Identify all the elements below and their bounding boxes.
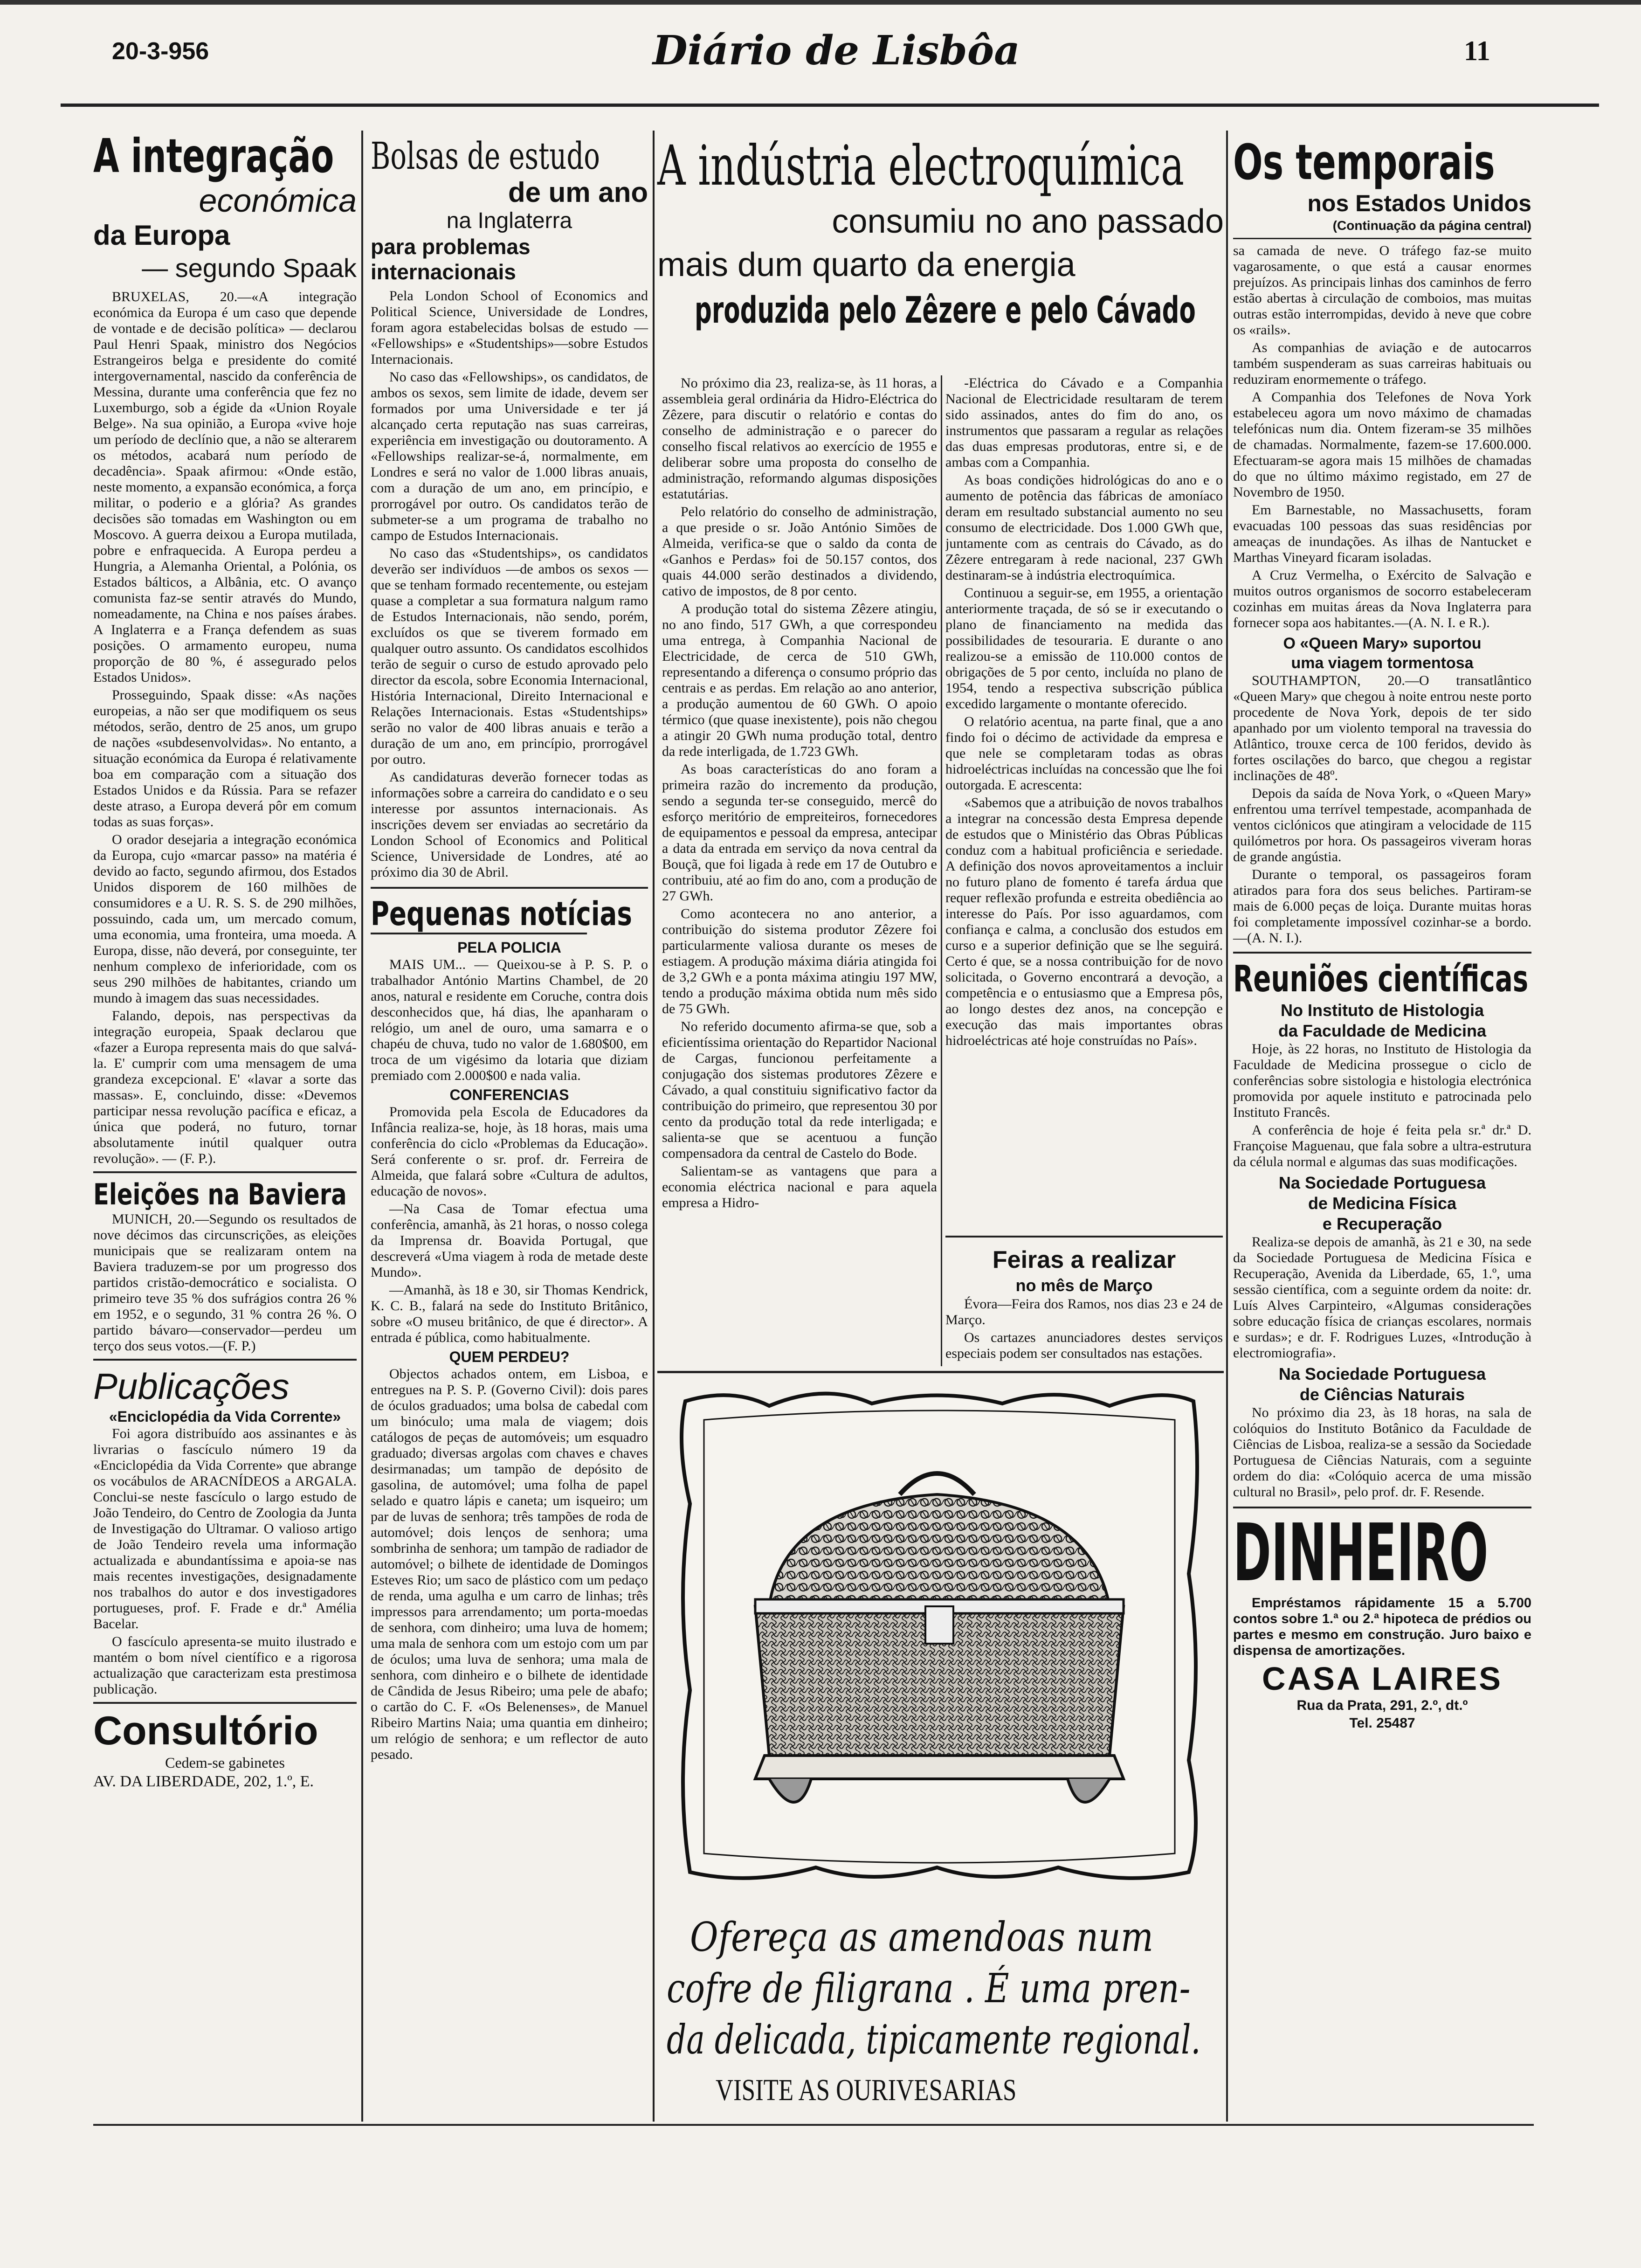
col4-paragraph: Em Barnestable, no Massachusetts, foram evacuadas 100 pessoas das suas residências por ameaças de inundações. As ilhas de Nantucket e Marthas Vineyard ficaram isoladas. [1233, 502, 1531, 565]
publications-text: O fascículo apresenta-se muito ilustrado e mantém o bom nível científico e a rigorosa actualização que caracterizam esta prestimosa publicação. [93, 1634, 357, 1697]
reunioes-text: Hoje, às 22 horas, no Instituto de Histologia da Faculdade de Medicina prossegue o ciclo de conferências sobre sistologia e histologia electrónica promovida por aquele instituto e patrocinada pelo Instituto Francês. [1233, 1041, 1531, 1120]
page-number: 11 [1464, 35, 1490, 66]
ad-line-3: da delicada, tipicamente regional. [667, 2017, 1201, 2063]
reunioes-sub-2c: e Recuperação [1322, 1214, 1442, 1233]
header-rule [61, 104, 1599, 107]
issue-date: 20-3-956 [112, 38, 209, 65]
col1 [93, 131, 357, 2122]
dinheiro-text: Empréstamos rápidamente 15 a 5.700 contos sobre 1.ª ou 2.ª hipoteca de prédios ou partes e mesmo em construção. Juro baixo e dispensa de amortizações. [1233, 1596, 1531, 1658]
pequenas-noticias-heading: Pequenas notícias [371, 895, 587, 934]
feiras-text: Évora—Feira dos Ramos, nos dias 23 e 24 de Março. [945, 1296, 1223, 1328]
col4-paragraph: A Companhia dos Telefones de Nova York estabeleceu agora um novo máximo de chamadas telefónicas num dia. Ontem fizeram-se 35 milhões de chamadas. Normalmente, fazem-se 17.600.000. Efectuaram-se agora mais 15 milhões de chamadas do que no último máximo registado, em 27 de Novembro de 1950. [1233, 389, 1531, 500]
column-rule-1 [361, 131, 363, 2122]
column-rule-2 [653, 131, 655, 2122]
reunioes-sub-3: Na Sociedade Portuguesa [1278, 1364, 1486, 1383]
col1-paragraph: BRUXELAS, 20.—«A integração económica da Europa é um caso que depende de vontade e de decisão política» — declarou Paul Henri Spaak, ministro dos Negócios Estrangeiros belga e presidente do comité intergovernamental, nascido da conferência de Messina, durante uma conferência que fez no Luxemburgo, sob a égide da «Union Royale Belge». Na sua opinião, a Europa «vive hoje um período de declínio que, a não se alterarem os métodos, acabará num período de decadência». Spaak afirmou: «Onde estão, neste momento, a expansão económica, a força militar, o poderio e a glória? As grandes decisões são tomadas em Washington ou em Moscovo. A guerra deixou a Europa mutilada, pobre e enfraquecida. A Europa perdeu a Hungria, a Alemanha Oriental, a Polónia, os Estados bálticos, a Albânia, etc. O avanço comunista faz-se sentir através do Mundo, nomeadamente, na China e nos países árabes. A Inglaterra e a França defendem as suas posições. O armamento europeu, numa proporção de 80 %, é assegurado pelos Estados Unidos». [93, 289, 357, 685]
col2-paragraph: No caso das «Studentships», os candidatos deverão ser indivíduos —de ambos os sexos — que se tenham formado recentemente, ou estejam quase a completar a sua formatura nalgum ramo de Estudos Internacionais, não sendo, porém, excluídos os que se tiverem formado em qualquer outro assunto. Os candidatos escolhidos terão de seguir o curso de estudo aprovado pelo director da escola, sobre Economia Internacional, História Internacional, Direito Internacional e Relações Internacionais. Estas «Studentships» serão no valor de 400 libras anuais e terão a duração de um ano, em princípio, prorrogável por outro. [371, 546, 648, 767]
queen-mary-text: Depois da saída de Nova York, o «Queen Mary» enfrentou uma terrível tempestade, acompanhada de ventos ciclónicos que atingiram a velocidade de 115 quilómetros por hora. Os passageiros viveram horas de grande angústia. [1233, 786, 1531, 864]
consultorio-line-2: AV. DA LIBERDADE, 202, 1.º, E. [93, 1773, 314, 1790]
col3-head-1: A indústria electroquímica [657, 133, 1185, 198]
col3-paragraph: Pelo relatório do conselho de administração, a que preside o sr. João António Simões de Almeida, verifica-se que o saldo da conta de «Ganhos e Perdas» foi de 50.157 contos, dos quais 44.000 serão destinados a dividendo, cativo de impostos, de 8 por cento. [662, 504, 937, 599]
reunioes-text: A conferência de hoje é feita pela sr.ª dr.ª D. Françoise Maguenau, que fala sobre a ultra-estrutura da célula normal e algumas das suas modificações. [1233, 1122, 1531, 1169]
col1-paragraph: Prosseguindo, Spaak disse: «As nações europeias, a não ser que modifiquem os seus métodos, serão, dentro de 25 anos, um grupo de nações «subdesenvolvidas». No entanto, a situação económica da Europa é relativamente boa em comparação com a situação dos Estados Unidos e da Rússia. Para se refazer deste atraso, a Europa deverá pôr em comum todas as suas forças». [93, 687, 357, 830]
dinheiro-address: Rua da Prata, 291, 2.º, dt.º [1296, 1698, 1468, 1713]
pn-text: —Na Casa de Tomar efectua uma conferência, amanhã, às 21 horas, o nosso colega da Imprensa dr. Boavida Portugal, que descreverá «Uma viagem à roda de metade deste Mundo». [371, 1201, 648, 1280]
reunioes-text: No próximo dia 23, às 18 horas, na sala de colóquios do Instituto Botânico da Faculdade de Ciências de Lisboa, realiza-se a sessão da Sociedade Portuguesa de Ciências Naturais, com a seguinte ordem do dia: «Colóquio acerca de uma missão cultural no Brasil», pelo prof. dr. F. Resende. [1233, 1405, 1531, 1500]
col1-head-4: — segundo Spaak [142, 253, 357, 283]
col1-head-1: A integração [93, 129, 334, 183]
queen-mary-heading: O «Queen Mary» suportou [1283, 635, 1482, 652]
col1-head-3: da Europa [93, 220, 230, 251]
col2-head-1: Bolsas de estudo [371, 134, 600, 178]
col4 [1233, 135, 1531, 2122]
feiras-text: Os cartazes anunciadores destes serviços especiais podem ser consultados nas estações. [945, 1330, 1223, 1361]
col2-paragraph: No caso das «Fellowships», os candidatos, de ambos os sexos, sem limite de idade, devem ser formados por uma Universidade e ter já alcançado certa reputação nas suas carreiras, experiência em investigação ou doutoramento. A «Fellowships realizar-se-á, normalmente, em Londres e será no valor de 1.000 libras anuais, com a duração de um ano, em princípio, e prorrogável por outro. Os candidatos terão de submeter-se a um programa de trabalho no campo de Estudos Internacionais. [371, 369, 648, 543]
col3-right [945, 375, 1223, 1229]
col2-head-2: de um ano [508, 177, 648, 208]
col3-paragraph: Como acontecera no ano anterior, a contribuição do sistema produtor Zêzere foi particularmente valiosa durante os meses de estiagem. A produção máxima diária atingida foi de 3,2 GWh e a ponta máxima atingiu 197 MW, tendo a produção máxima obtida num mês sido de 75 GWh. [662, 906, 937, 1016]
reunioes-sub-1b: da Faculdade de Medicina [1278, 1021, 1487, 1040]
feiras-box [945, 1236, 1223, 1368]
col1-divider [93, 1171, 357, 1173]
elections-text: MUNICH, 20.—Segundo os resultados de nove décimos das circunscrições, as eleições municipais que se realizaram ontem na Baviera traduzem-se por um progresso dos partidos cristão-democrático e socialista. O primeiro teve 35 % dos sufrágios contra 26 % em 1952, e o segundo, 31 % contra 26 %. O partido bávaro—conservador—perdeu um terço dos seus votos.—(F. P.) [93, 1211, 357, 1354]
top-border [0, 0, 1641, 5]
col3-paragraph: -Eléctrica do Cávado e a Companhia Nacional de Electricidade resultaram de terem sido assinados, antes do fim do ano, os instrumentos que passaram a regular as relações das duas empresas produtoras, entre si, e de ambas com a Companhia. [945, 375, 1223, 470]
pn-text: MAIS UM... — Queixou-se à P. S. P. o trabalhador António Martins Chambel, de 20 anos, natural e residente em Coruche, contra dois desconhecidos que, há dias, lhe apanharam o relógio, um anel de ouro, uma samarra e o chapéu de chuva, tudo no valor de 1.680$00, em troca de um vigésimo da lotaria que diziam premiado com 2.000$00 e nada valia. [371, 957, 648, 1083]
elections-heading: Eleições na Baviera [93, 1177, 347, 1211]
reunioes-box [1233, 952, 1531, 1500]
dinheiro-heading: DINHEIRO [1233, 1507, 1489, 1599]
ad-line-2: cofre de filigrana . É uma pren- [667, 1965, 1191, 2012]
filigree-advertisement [657, 1371, 1224, 2124]
dinheiro-firm: CASA LAIRES [1262, 1660, 1503, 1697]
col2-head-3: na Inglaterra [446, 208, 572, 233]
col3-left [662, 375, 937, 1369]
col2 [371, 135, 648, 2122]
col3-paragraph: As boas características do ano foram a primeira razão do incremento da produção, sendo a segunda ter-se conseguido, mercê do esforço meritório de empreiteiros, fornecedores de equipamentos e pessoal da empresa, antecipar a data da entrada em serviço da nova central da Bouçã, que foi ligada à rede em 17 de Outubro e contribuiu, até ao fim do ano, com a produção de 27 GWh. [662, 761, 937, 904]
masthead: Diário de Lisbôa [653, 27, 1020, 74]
col4-head-2: nos Estados Unidos [1307, 190, 1531, 216]
col1-paragraph: O orador desejaria a integração económica da Europa, cujo «marcar passo» na matéria é devido ao facto, segundo afirmou, dos Estados Unidos disporem de 160 milhões de consumidores e a U. R. S. S. de 290 milhões, possuindo, cada um, um mercado comum, uma economia, uma fronteira, uma moeda. A Europa, disse, não deverá, por conseguinte, ter nenhum complexo de inferioridade, com os seus 290 milhões de habitantes, criando um mundo à imagem das suas necessidades. [93, 832, 357, 1006]
reunioes-sub-1: No Instituto de Histologia [1281, 1001, 1484, 1020]
pequenas-noticias-box [371, 887, 648, 1763]
col3-head-4: produzida pelo Zêzere e pelo Cávado [695, 290, 1196, 332]
queen-mary-subheading: uma viagem tormentosa [1291, 654, 1474, 672]
consultorio-heading: Consultório [93, 1708, 318, 1753]
col4-head-3: (Continuação da página central) [1233, 217, 1531, 239]
col3-paragraph: O relatório acentua, na parte final, que a ano findo foi o décimo de actividade da empresa e que nele se completaram todas as obras hidroeléctricas incluídas na concessão que lhe foi outorgada. E acrescenta: [945, 714, 1223, 793]
filigree-chest-illustration [676, 1387, 1203, 1881]
bottom-rule [93, 2124, 1534, 2126]
pn-text: Objectos achados ontem, em Lisboa, e entregues na P. S. P. (Governo Civil): dois pares de óculos graduados; uma bolsa de cabedal com um binóculo; uma mala de viagem; dois catálogos de peças de automóveis; um esquadro graduado; diversas argolas com chaves e chaves desirmanadas; um tampão de depósito de gasolina, de automóvel; uma folha de papel selado e quatro lápis e caneta; um isqueiro; um par de luvas de senhora; três tampões de roda de automóvel; dois lenços de senhora; uma sombrinha de senhora; um tampão de radiador de automóvel; o bilhete de identidade de Domingos Esteves Rio; um saco de plástico com um pedaço de renda, uma agulha e um carro de linhas; três impressos para arrendamento; um porta-moedas de senhora, com dinheiro; uma luva de homem; uma mala de senhora com um estojo com um par de óculos; uma luva de senhora; uma mala de senhora, com dinheiro e o bilhete de identidade de Cândida de Jesus Ribeiro; uma pele de abafo; o cartão do C. F. «Os Belenenses», de Manuel Ribeiro Martins Naia; uma quantia em dinheiro; um relógio de senhora; e um reflector de auto pesado. [371, 1366, 648, 1762]
col4-paragraph: A Cruz Vermelha, o Exército de Salvação e muitos outros organismos de socorro estabeleceram cozinhas em muitas áreas da Nova Inglaterra para fornecer sopa aos habitantes.—(A. N. I. e R.). [1233, 567, 1531, 630]
col3-head-3: mais dum quarto da energia [657, 246, 1076, 284]
col4-paragraph: As companhias de aviação e de autocarros também suspenderam as suas carreiras habituais ou reduziram enormemente o tráfego. [1233, 340, 1531, 387]
feiras-subheading: no mês de Março [1015, 1276, 1153, 1295]
col3-paragraph: «Sabemos que a atribuição de novos trabalhos a integrar na concessão desta Empresa depende de estudos que o Ministério das Obras Públicas conduz com a habitual proficiência e seriedade. A definição dos novos aproveitamentos a incluir no futuro plano de fomento é tarefa árdua que requer reflexão profunda e estreita obediência ao interesse do País. Por isso aguardamos, com confiança e calma, a conclusão dos estudos em curso e a superior definição que se lhe seguirá. Certo é que, se a nossa contribuição for de novo solicitada, o Governo encontrará a devoção, a competência e o entusiasmo que a Empresa pôs, ao longo destes dez anos, na concepção e execução das mais importantes obras hidroeléctricas até hoje construídas no País». [945, 795, 1223, 1048]
queen-mary-text: SOUTHAMPTON, 20.—O transatlântico «Queen Mary» que chegou à noite entrou neste porto procedente de Nova York, depois de ter sido apanhado por um violento temporal na travessia do Atlântico, trouxe cerca de 100 feridos, devido às fortes oscilações do barco, que chegou a registar inclinações de 48º. [1233, 673, 1531, 783]
reunioes-sub-3b: de Ciências Naturais [1299, 1385, 1465, 1404]
col3-paragraph: No referido documento afirma-se que, sob a eficientíssima orientação do Repartidor Nacional de Cargas, funcionou perfeitamente a conjugação dos sistemas produtores Zêzere e Cávado, a qual constituiu significativo factor da contribuição do primeiro, que representou 30 por cento da produção total da rede interligada; e salienta-se que se acentuou a função compensadora da central de Castelo do Bode. [662, 1019, 937, 1161]
col1-paragraph: Falando, depois, nas perspectivas da integração europeia, Spaak declarou que «fazer a Europa representa mais do que salvá-la. E' cumprir com uma mensagem de uma grandeza excepcional. E' «lavar a sorte das massas». E, concluindo, disse: «Devemos participar nessa revolução pacífica e eficaz, a única que poderá, no futuro, tornar absolutamente inútil qualquer outra revolução». — (F. P.). [93, 1008, 357, 1166]
col2-head-5: internacionais [371, 260, 516, 284]
pn-subheading-quem-perdeu: QUEM PERDEU? [449, 1348, 570, 1365]
col1-divider [93, 1702, 357, 1704]
col3-paragraph: As boas condições hidrológicas do ano e o aumento de potência das fábricas de amoníaco deram em resultado substancial aumento no seu consumo de electricidade. Dos 1.000 GWh que, juntamente com as centrais do Cávado, as do Zêzere entregaram à rede nacional, 237 GWh destinaram-se à indústria electroquímica. [945, 472, 1223, 583]
reunioes-text: Realiza-se depois de amanhã, às 21 e 30, na sede da Sociedade Portuguesa de Medicina Física e Recuperação, Avenida da Liberdade, 65, 1.º, uma sessão científica, com a seguinte ordem da noite: dr. Luís Alves Carpinteiro, «Algumas considerações sobre educação física de crianças escolares, normais e surdas»; e dr. F. Rodrigues Luzes, «Introdução à electromiografia». [1233, 1234, 1531, 1361]
pn-subheading-policia: PELA POLICIA [457, 939, 561, 956]
col1-divider [93, 1359, 357, 1361]
publications-heading: Publicações [93, 1366, 290, 1407]
col3-paragraph: Continuou a seguir-se, em 1955, a orientação anteriormente traçada, de só se ir executando o plano de financiamento na medida das possibilidades de tesouraria. E durante o ano realizou-se a emissão de 110.000 contos de obrigações de 5 por cento, incluída no plano de 1954, tendo a respectiva subscrição pública excedido largamente o montante oferecido. [945, 585, 1223, 712]
column-rule-3 [1226, 131, 1228, 2122]
col3-heading-block [657, 135, 1224, 387]
feiras-heading: Feiras a realizar [992, 1246, 1176, 1273]
dinheiro-phone: Tel. 25487 [1349, 1715, 1415, 1731]
reunioes-sub-2b: de Medicina Física [1308, 1194, 1457, 1213]
col4-paragraph: sa camada de neve. O tráfego faz-se muito vagarosamente, o que está a causar enormes prejuízos. As principais linhas dos caminhos de ferro estão abertas à circulação de comboios, mas muitas outras estão interrompidas, devido à neve que cobre os «rails». [1233, 243, 1531, 338]
publications-subheading: «Enciclopédia da Vida Corrente» [109, 1408, 341, 1425]
dinheiro-ad [1233, 1507, 1531, 1732]
pn-text: Promovida pela Escola de Educadores da Infância realiza-se, hoje, às 18 horas, mais uma conferência do ciclo «Problemas da Educação». Será conferente o sr. prof. dr. Ferreira de Almeida, que falará sobre «Cultura de adultos, educação de novos». [371, 1104, 648, 1199]
col1-head-2: económica [199, 182, 357, 219]
pn-subheading-conferencias: CONFERENCIAS [449, 1086, 569, 1103]
col2-paragraph: As candidaturas deverão fornecer todas as informações sobre a carreira do candidato e o seu interesse por assuntos internacionais. As inscrições devem ser enviadas ao secretário da London School of Economics and Political Science, Universidade de Londres, até ao próximo dia 30 de Abril. [371, 769, 648, 880]
col3-head-2: consumiu no ano passado [832, 203, 1224, 240]
col3-paragraph: Salientam-se as vantagens que para a economia eléctrica nacional e para aquela empresa a Hidro- [662, 1163, 937, 1210]
col2-paragraph: Pela London School of Economics and Political Science, Universidade de Londres, foram agora estabelecidas bolsas de estudo — «Fellowships» e «Studentships»—sobre Estudos Internacionais. [371, 288, 648, 367]
publications-text: Foi agora distribuído aos assinantes e às livrarias o fascículo número 19 da «Enciclopédia da Vida Corrente» que abrange os vocábulos de ARACNÍDEOS a ARGALA. Conclui-se neste fascículo o largo estudo de João Tendeiro, do Centro de Zoologia da Junta de Investigação do Ultramar. O valioso artigo de João Tendeiro revela uma informação actualizada e abundantíssima e apoia-se nas mais recentes investigações, designadamente nos trabalhos do autor e dos investigadores portugueses, prof. F. Frade e dr.ª Amélia Bacelar. [93, 1426, 357, 1632]
col3-paragraph: No próximo dia 23, realiza-se, às 11 horas, a assembleia geral ordinária da Hidro-Eléctrica do Zêzere, para discutir o relatório e contas do conselho de administração e o parecer do conselho fiscal relativos ao exercício de 1955 e deliberar sobre uma proposta do conselho de administração, reformando algumas disposições estatutárias. [662, 375, 937, 502]
ad-line-4: VISITE AS OURIVESARIAS [716, 2073, 1017, 2107]
ad-line-1: Ofereça as amendoas num [690, 1914, 1153, 1961]
col2-head-4: para problemas [371, 235, 531, 259]
col4-head-1: Os temporais [1233, 134, 1495, 191]
consultorio-line-1: Cedem-se gabinetes [165, 1754, 285, 1771]
queen-mary-text: Durante o temporal, os passageiros foram atirados para fora dos seus beliches. Partiram-se mais de 6.000 peças de loiça. Durante muitas horas foi completamente impossível cozinhar-se a bordo.—(A. N. I.). [1233, 867, 1531, 946]
reunioes-heading: Reuniões científicas [1233, 958, 1529, 1000]
reunioes-sub-2: Na Sociedade Portuguesa [1278, 1173, 1486, 1192]
col3-inner-rule [941, 375, 942, 1366]
col3-paragraph: A produção total do sistema Zêzere atingiu, no ano findo, 517 GWh, a que correspondeu uma entrega, à Companhia Nacional de Electricidade, de cerca de 510 GWh, representando a diferença o consumo próprio das centrais e as perdas. Em relação ao ano anterior, a produção aumentou de 60 GWh. O apoio térmico (que quase inexistente), pois não chegou a atingir 20 GWh numa produção total, dentro da rede interligada, de 1.723 GWh. [662, 601, 937, 759]
pn-text: —Amanhã, às 18 e 30, sir Thomas Kendrick, K. C. B., falará na sede do Instituto Britânico, sobre «O museu britânico, de que é director». A entrada é pública, como habitualmente. [371, 1282, 648, 1345]
